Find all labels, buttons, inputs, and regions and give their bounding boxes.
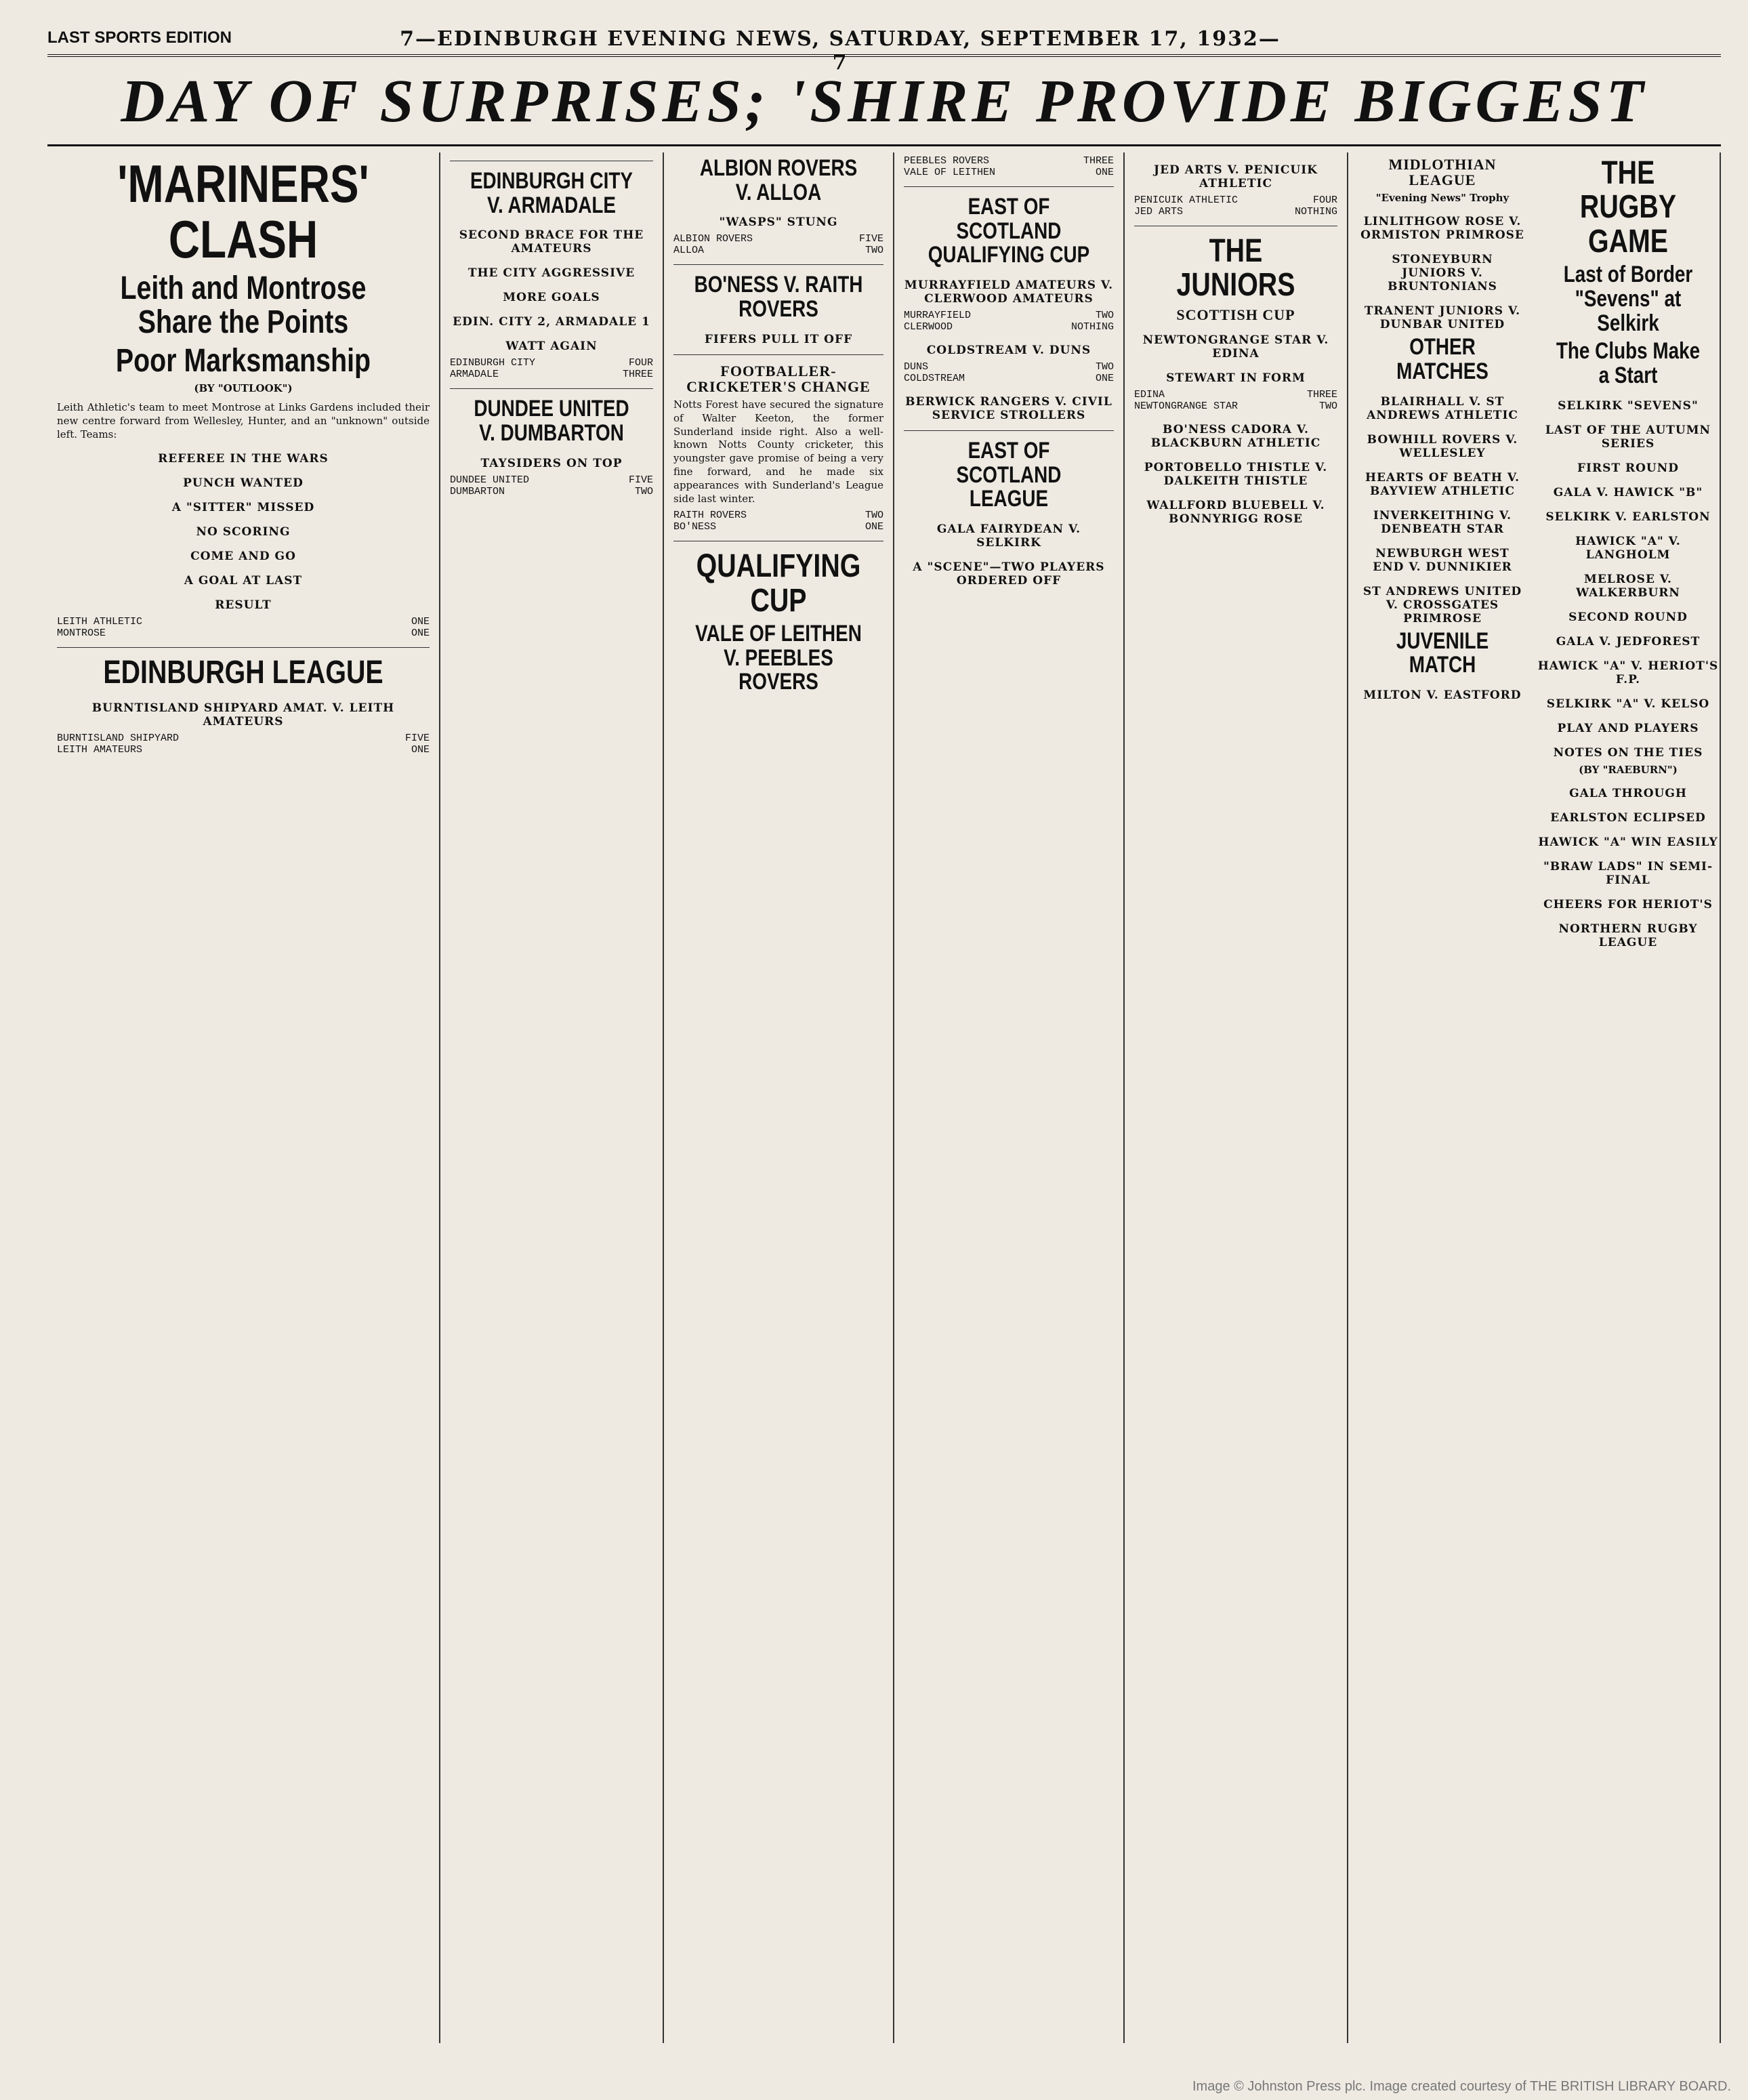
subhead: EDIN. CITY 2, ARMADALE 1 xyxy=(453,315,650,329)
result-row: ARMADALE THREE xyxy=(450,369,653,381)
subhead: NORTHERN RUGBY LEAGUE xyxy=(1558,922,1698,949)
subhead: HAWICK "A" V. LANGHOLM xyxy=(1575,534,1681,562)
result-row: BO'NESS ONE xyxy=(673,521,883,533)
subhead: ST ANDREWS UNITED V. CROSSGATES PRIMROSE xyxy=(1362,584,1522,625)
match-headline: ALBION ROVERS V. ALLOA xyxy=(699,155,858,205)
midlothian-league-column xyxy=(1358,152,1527,953)
image-credit: Image © Johnston Press plc. Image created courtesy of THE BRITISH LIBRARY BOARD. xyxy=(1192,2079,1732,2094)
subhead: BERWICK RANGERS V. CIVIL SERVICE STROLLERS xyxy=(905,395,1112,423)
result-row: NEWTONGRANGE STAR TWO xyxy=(1134,400,1337,412)
subhead: TRANENT JUNIORS V. DUNBAR UNITED xyxy=(1364,304,1521,332)
result-row: MONTROSE ONE xyxy=(57,627,430,640)
subhead: "WASPS" STUNG xyxy=(719,215,838,230)
subhead: SECOND ROUND xyxy=(1568,610,1688,624)
match-result xyxy=(450,357,653,380)
result-row: ALLOA TWO xyxy=(673,245,883,257)
subhead: BLAIRHALL V. ST ANDREWS ATHLETIC xyxy=(1367,394,1518,422)
result-row: JED ARTS NOTHING xyxy=(1134,206,1337,218)
divider xyxy=(904,430,1114,431)
deck-poor-marksmanship: Poor Marksmanship xyxy=(115,342,371,379)
subhead: WALLFORD BLUEBELL V. BONNYRIGG ROSE xyxy=(1146,498,1325,526)
column-east-of-scotland xyxy=(894,152,1125,2043)
article-intro: Leith Athletic's team to meet Montrose at Links Gardens included their new centre forward from Wellesley, Hunter, and an "unknown" outside left. Teams: xyxy=(57,400,430,440)
box-text: Notts Forest have secured the signature of Walter Keeton, the former Sunderland inside right. Also a well-known Notts County cricketer, this youngster gave promise of being a very fine forward, and he made six appearances with Sunderland's League side last winter. xyxy=(673,398,883,505)
dateline: 7—EDINBURGH EVENING NEWS, SATURDAY, SEPTEMBER 17, 1932—7 xyxy=(400,27,1281,75)
subhead: FIFERS PULL IT OFF xyxy=(704,332,853,346)
divider xyxy=(673,354,883,355)
section-subhead: SCOTTISH CUP xyxy=(1176,306,1295,323)
juvenile-headline: JUVENILE MATCH xyxy=(1396,627,1489,678)
match-result xyxy=(1134,194,1337,218)
result-row: LEITH ATHLETIC ONE xyxy=(57,616,430,628)
match-headline: VALE OF LEITHEN V. PEEBLES ROVERS xyxy=(695,621,862,695)
subhead: JED ARTS V. PENICUIK ATHLETIC xyxy=(1154,163,1318,190)
subhead: BURNTISLAND SHIPYARD AMAT. V. LEITH AMATEURS xyxy=(91,701,395,728)
subhead: MORE GOALS xyxy=(503,291,600,305)
subhead: NEWTONGRANGE STAR V. EDINA xyxy=(1142,333,1329,361)
result-row: COLDSTREAM ONE xyxy=(904,373,1114,385)
subhead: "BRAW LADS" IN SEMI-FINAL xyxy=(1543,859,1713,887)
match-result xyxy=(57,733,430,756)
banner-headline: DAY OF SURPRISES; 'SHIRE PROVIDE BIGGEST xyxy=(47,66,1721,146)
match-headline: EDINBURGH CITY V. ARMADALE xyxy=(470,168,633,218)
subhead: NOTES ON THE TIES xyxy=(1553,745,1703,760)
result-row: PENICUIK ATHLETIC FOUR xyxy=(1134,194,1337,206)
subhead: MILTON V. EASTFORD xyxy=(1363,688,1522,702)
subhead: GALA FAIRYDEAN V. SELKIRK xyxy=(936,522,1081,550)
league-headline: MIDLOTHIAN LEAGUE xyxy=(1388,156,1497,189)
subhead: NO SCORING xyxy=(196,525,291,539)
match-headline: BO'NESS V. RAITH ROVERS xyxy=(694,272,863,323)
subhead: A "SITTER" MISSED xyxy=(171,501,315,515)
subhead: PUNCH WANTED xyxy=(183,476,304,491)
subhead: SELKIRK "SEVENS" xyxy=(1558,398,1699,413)
divider xyxy=(673,264,883,265)
match-result xyxy=(904,361,1114,384)
subhead: TAYSIDERS ON TOP xyxy=(480,456,623,470)
match-result xyxy=(904,155,1114,178)
result-row: PEEBLES ROVERS THREE xyxy=(904,155,1114,167)
column-albion-rovers xyxy=(664,152,894,2043)
subhead: A "SCENE"—TWO PLAYERS ORDERED OFF xyxy=(913,560,1105,588)
subhead: PORTOBELLO THISTLE V. DALKEITH THISTLE xyxy=(1144,460,1328,488)
subhead: STONEYBURN JUNIORS V. BRUNTONIANS xyxy=(1388,253,1497,294)
subhead: LAST OF THE AUTUMN SERIES xyxy=(1545,423,1711,451)
subhead: FIRST ROUND xyxy=(1577,461,1680,475)
subhead: PLAY AND PLAYERS xyxy=(1557,721,1699,735)
subhead: WATT AGAIN xyxy=(505,339,598,354)
subhead: EARLSTON ECLIPSED xyxy=(1550,810,1706,825)
result-row: DUNS TWO xyxy=(904,361,1114,373)
subhead: MURRAYFIELD AMATEURS V. CLERWOOD AMATEURS xyxy=(904,279,1114,306)
subhead: GALA V. JEDFOREST xyxy=(1556,634,1701,648)
match-result xyxy=(450,474,653,497)
subhead: HAWICK "A" V. HERIOT'S F.P. xyxy=(1537,659,1719,686)
subhead: HEARTS OF BEATH V. BAYVIEW ATHLETIC xyxy=(1365,470,1520,498)
divider xyxy=(450,388,653,389)
league-subtitle: "Evening News" Trophy xyxy=(1375,192,1510,205)
match-headline: DUNDEE UNITED V. DUMBARTON xyxy=(474,396,629,447)
result-row: VALE OF LEITHEN ONE xyxy=(904,167,1114,178)
divider xyxy=(57,647,430,648)
column-juniors xyxy=(1125,152,1348,2043)
subhead: BOWHILL ROVERS V. WELLESLEY xyxy=(1367,432,1518,460)
match-result xyxy=(57,616,430,639)
result-row: DUMBARTON TWO xyxy=(450,485,653,497)
result-row: ALBION ROVERS FIVE xyxy=(673,233,883,245)
deck-leith-montrose: Leith and Montrose Share the Points xyxy=(120,270,367,341)
other-matches-headline: OTHER MATCHES xyxy=(1396,334,1489,384)
match-result xyxy=(673,510,883,533)
match-result xyxy=(673,233,883,256)
subhead: SECOND BRACE FOR THE AMATEURS xyxy=(459,228,644,256)
subhead: CHEERS FOR HERIOT'S xyxy=(1543,897,1713,911)
subhead: COLDSTREAM V. DUNS xyxy=(926,344,1091,358)
subhead: INVERKEITHING V. DENBEATH STAR xyxy=(1373,508,1512,536)
match-result xyxy=(904,310,1114,333)
subhead: A GOAL AT LAST xyxy=(184,574,303,588)
subhead: SELKIRK V. EARLSTON xyxy=(1545,510,1711,524)
subhead: STEWART IN FORM xyxy=(1166,371,1306,385)
result-row: CLERWOOD NOTHING xyxy=(904,321,1114,333)
result-row: BURNTISLAND SHIPYARD FIVE xyxy=(57,732,430,744)
result-row: RAITH ROVERS TWO xyxy=(673,510,883,522)
column-midlothian-and-rugby xyxy=(1348,152,1721,2043)
rugby-deck: The Clubs Make a Start xyxy=(1556,338,1701,388)
box-headline: FOOTBALLER-CRICKETER'S CHANGE xyxy=(686,362,871,395)
league-headline: EDINBURGH LEAGUE xyxy=(103,655,383,691)
subhead: LINLITHGOW ROSE V. ORMISTON PRIMROSE xyxy=(1360,215,1524,243)
column-edinburgh-city xyxy=(440,152,664,2043)
column-mariners-clash xyxy=(47,152,440,2043)
byline: (BY "OUTLOOK") xyxy=(194,382,293,394)
rugby-deck: Last of Border "Sevens" at Selkirk xyxy=(1563,262,1693,336)
result-row: DUNDEE UNITED FIVE xyxy=(450,474,653,486)
league-headline: EAST OF SCOTLAND LEAGUE xyxy=(956,438,1062,512)
headline-mariners: 'MARINERS' CLASH xyxy=(117,154,369,269)
section-headline: THE JUNIORS xyxy=(1176,233,1295,304)
subhead: GALA THROUGH xyxy=(1569,786,1687,800)
edition-label: LAST SPORTS EDITION xyxy=(47,28,232,47)
byline: (BY "RAEBURN") xyxy=(1579,763,1678,776)
result-row: MURRAYFIELD TWO xyxy=(904,310,1114,322)
result-row: EDINA THREE xyxy=(1134,388,1337,400)
match-result xyxy=(1134,389,1337,412)
subhead: SELKIRK "A" V. KELSO xyxy=(1546,697,1710,711)
subhead: NEWBURGH WEST END V. DUNNIKIER xyxy=(1373,546,1512,574)
cup-headline: QUALIFYING CUP xyxy=(696,548,861,619)
result-row: LEITH AMATEURS ONE xyxy=(57,743,430,756)
subhead: BO'NESS CADORA V. BLACKBURN ATHLETIC xyxy=(1150,422,1321,450)
divider xyxy=(904,186,1114,187)
cup-headline: EAST OF SCOTLAND QUALIFYING CUP xyxy=(928,194,1090,268)
subhead: REFEREE IN THE WARS xyxy=(158,452,329,466)
result-row: EDINBURGH CITY FOUR xyxy=(450,357,653,369)
subhead: MELROSE V. WALKERBURN xyxy=(1576,572,1680,600)
subhead: HAWICK "A" WIN EASILY xyxy=(1538,835,1718,849)
subhead: THE CITY AGGRESSIVE xyxy=(467,266,636,281)
subhead: GALA V. HAWICK "B" xyxy=(1553,485,1703,499)
result-label: RESULT xyxy=(215,598,272,613)
rugby-column xyxy=(1537,152,1720,953)
masthead xyxy=(47,27,1721,75)
subhead: COME AND GO xyxy=(190,550,296,564)
rugby-headline: THE RUGBY GAME xyxy=(1579,155,1677,260)
